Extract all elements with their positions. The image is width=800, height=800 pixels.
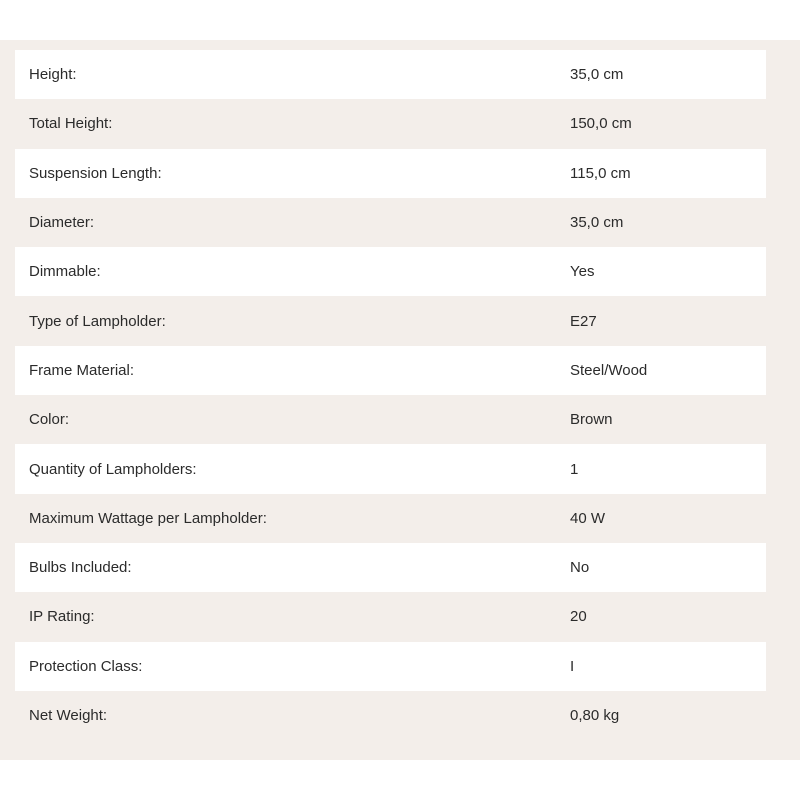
specifications-panel (0, 40, 800, 760)
spec-value: 150,0 cm (570, 115, 632, 133)
spec-label: Height: (29, 66, 77, 84)
spec-value: 20 (570, 608, 587, 626)
spec-value: Steel/Wood (570, 361, 648, 379)
spec-value: Brown (570, 411, 613, 429)
spec-label: Bulbs Included: (29, 559, 132, 577)
spec-label: Net Weight: (29, 707, 108, 724)
spec-label: Total Height: (29, 115, 113, 133)
spec-value: E27 (570, 312, 597, 330)
spec-row-color (15, 395, 766, 444)
spec-value: I (570, 657, 575, 675)
spec-row-frame-material (15, 346, 766, 395)
spec-row-ip-rating (15, 592, 766, 641)
spec-label: Diameter: (29, 214, 95, 232)
spec-label: IP Rating: (29, 608, 95, 626)
spec-label: Maximum Wattage per Lampholder: (29, 509, 267, 527)
spec-label: Type of Lampholder: (29, 312, 166, 330)
spec-row-bulbs-included (15, 543, 766, 592)
spec-label: Dimmable: (29, 263, 101, 281)
spec-value: 115,0 cm (570, 164, 631, 182)
spec-value: 0,80 kg (570, 707, 620, 724)
spec-value: No (570, 559, 590, 577)
spec-value: 35,0 cm (570, 214, 624, 232)
spec-label: Color: (29, 411, 70, 429)
spec-value: 40 W (570, 509, 606, 527)
specifications-table (15, 50, 766, 740)
spec-label: Suspension Length: (29, 164, 162, 182)
spec-row-dimmable (15, 247, 766, 296)
spec-row-suspension-length (15, 149, 766, 198)
spec-value: Yes (570, 263, 595, 281)
spec-value: 35,0 cm (570, 66, 624, 84)
spec-row-lampholder-type (15, 296, 766, 345)
spec-row-net-weight (15, 691, 766, 740)
spec-row-max-wattage (15, 494, 766, 543)
spec-row-diameter (15, 198, 766, 247)
spec-value: 1 (570, 460, 579, 478)
spec-label: Frame Material: (29, 361, 135, 379)
spec-label: Protection Class: (29, 657, 143, 675)
spec-label: Quantity of Lampholders: (29, 460, 197, 478)
spec-row-total-height (15, 99, 766, 148)
spec-row-protection-class (15, 642, 766, 691)
spec-row-height (15, 50, 766, 99)
spec-row-lampholder-quantity (15, 444, 766, 493)
